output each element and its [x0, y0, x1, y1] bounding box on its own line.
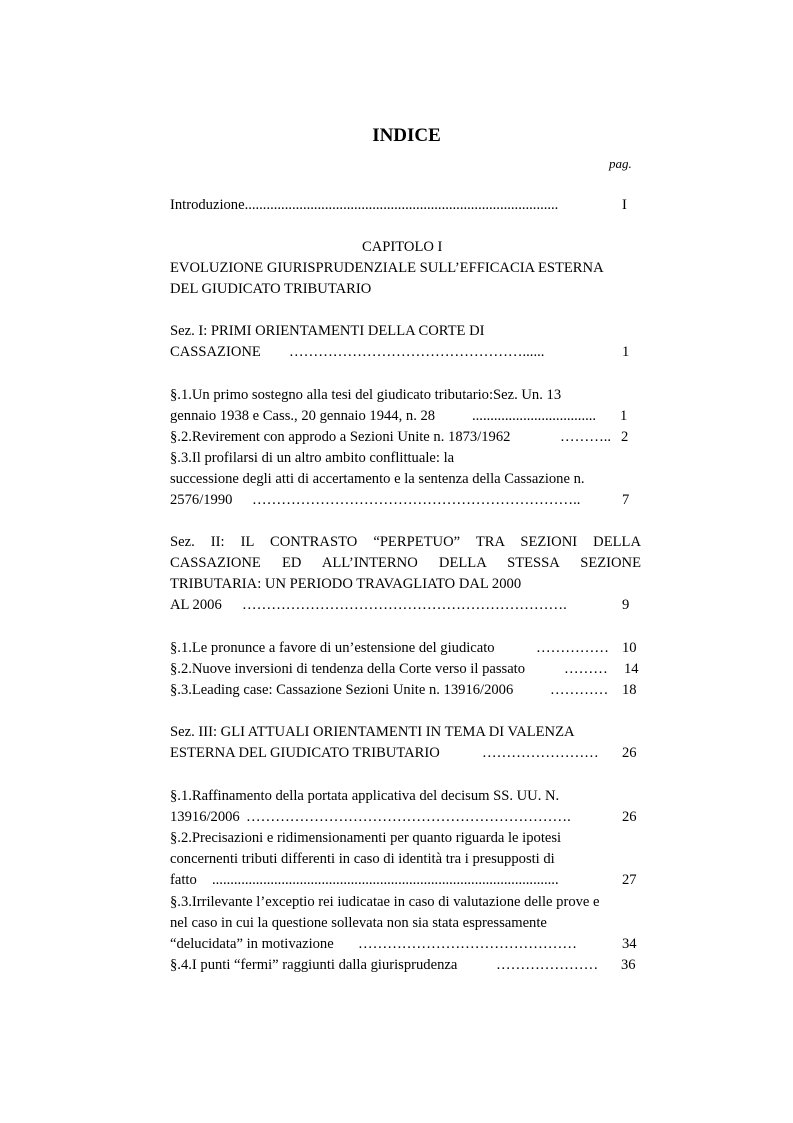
- toc-page-number: 1: [620, 408, 628, 424]
- toc-page-number: 1: [622, 344, 630, 360]
- toc-entry-line: §.1.Le pronunce a favore di un’estensione del giudicato: [170, 640, 495, 656]
- dot-leader: ..................................: [472, 408, 597, 424]
- toc-entry-line: §.3.Leading case: Cassazione Sezioni Unite n. 13916/2006: [170, 682, 514, 698]
- toc-page-introduzione: I: [622, 197, 627, 213]
- section-heading-line: TRIBUTARIA: UN PERIODO TRAVAGLIATO DAL 2000: [170, 576, 522, 592]
- toc-entry-line: concernenti tributi differenti in caso di identità tra i presupposti di: [170, 851, 555, 867]
- section-heading-line: CASSAZIONE: [170, 344, 261, 360]
- toc-entry-line: §.1.Raffinamento della portata applicativa del decisum SS. UU. N.: [170, 788, 560, 804]
- toc-page-number: 14: [624, 661, 639, 677]
- toc-entry-line: §.4.I punti “fermi” raggiunti dalla giurisprudenza: [170, 957, 458, 973]
- toc-entry-line: “delucidata” in motivazione: [170, 936, 334, 952]
- chapter-heading: CAPITOLO I: [362, 239, 443, 255]
- toc-page-number: 36: [621, 957, 636, 973]
- toc-page-number: 18: [622, 682, 637, 698]
- section-heading-line: Sez. III: GLI ATTUALI ORIENTAMENTI IN TEMA DI VALENZA: [170, 724, 575, 740]
- toc-page-number: 26: [622, 745, 637, 761]
- chapter-title-line: DEL GIUDICATO TRIBUTARIO: [170, 281, 372, 297]
- page-title: INDICE: [372, 125, 441, 146]
- dot-leader: ………………………………………………………….: [242, 597, 567, 613]
- dot-leader: ……………: [536, 640, 609, 656]
- dot-leader: ...............................................................................................: [212, 872, 559, 888]
- toc-entry-line: §.2.Revirement con approdo a Sezioni Unite n. 1873/1962: [170, 429, 511, 445]
- toc-page-number: 7: [622, 492, 630, 508]
- toc-page-number: 34: [622, 936, 637, 952]
- toc-page-number: 2: [621, 429, 629, 445]
- dot-leader: …………: [550, 682, 609, 698]
- toc-page-number: 27: [622, 872, 637, 888]
- dot-leader: …………………………………………………………..: [252, 492, 581, 508]
- section-heading-line: CASSAZIONE ED ALL’INTERNO DELLA STESSA SEZIONE: [170, 555, 641, 571]
- toc-entry-line: §.3.Irrilevante l’exceptio rei iudicatae in caso di valutazione delle prove e: [170, 894, 600, 910]
- dot-leader: …………………: [496, 957, 599, 973]
- dot-leader: ………..: [560, 429, 612, 445]
- dot-leader: ………: [564, 661, 608, 677]
- toc-page-number: 10: [622, 640, 637, 656]
- section-heading-line: Sez. I: PRIMI ORIENTAMENTI DELLA CORTE DI: [170, 323, 485, 339]
- chapter-title-line: EVOLUZIONE GIURISPRUDENZIALE SULL’EFFICACIA ESTERNA: [170, 260, 604, 276]
- dot-leader: ………………………………………: [358, 936, 577, 952]
- dot-leader: ………………………………………………………….: [246, 809, 571, 825]
- toc-entry-introduzione: Introduzione......................................................................................: [170, 197, 559, 213]
- toc-entry-line: §.2.Precisazioni e ridimensionamenti per quanto riguarda le ipotesi: [170, 830, 562, 846]
- toc-entry-line: nel caso in cui la questione sollevata non sia stata espressamente: [170, 915, 547, 931]
- section-heading-line: AL 2006: [170, 597, 222, 613]
- toc-entry-line: fatto: [170, 872, 197, 888]
- section-heading-line: Sez. II: IL CONTRASTO “PERPETUO” TRA SEZIONI DELLA: [170, 534, 641, 550]
- toc-entry-line: 2576/1990: [170, 492, 233, 508]
- toc-entry-line: gennaio 1938 e Cass., 20 gennaio 1944, n. 28: [170, 408, 436, 424]
- section-heading-line: ESTERNA DEL GIUDICATO TRIBUTARIO: [170, 745, 440, 761]
- toc-entry-line: §.3.Il profilarsi di un altro ambito conflittuale: la: [170, 450, 455, 466]
- dot-leader: …………………………………………......: [289, 344, 545, 360]
- toc-page-number: 26: [622, 809, 637, 825]
- toc-entry-line: §.2.Nuove inversioni di tendenza della Corte verso il passato: [170, 661, 526, 677]
- toc-entry-line: successione degli atti di accertamento e la sentenza della Cassazione n.: [170, 471, 585, 487]
- toc-page-number: 9: [622, 597, 630, 613]
- toc-entry-line: §.1.Un primo sostegno alla tesi del giudicato tributario:Sez. Un. 13: [170, 387, 562, 403]
- toc-entry-line: 13916/2006: [170, 809, 240, 825]
- page-column-label: pag.: [609, 156, 632, 171]
- dot-leader: ……………………: [482, 745, 599, 761]
